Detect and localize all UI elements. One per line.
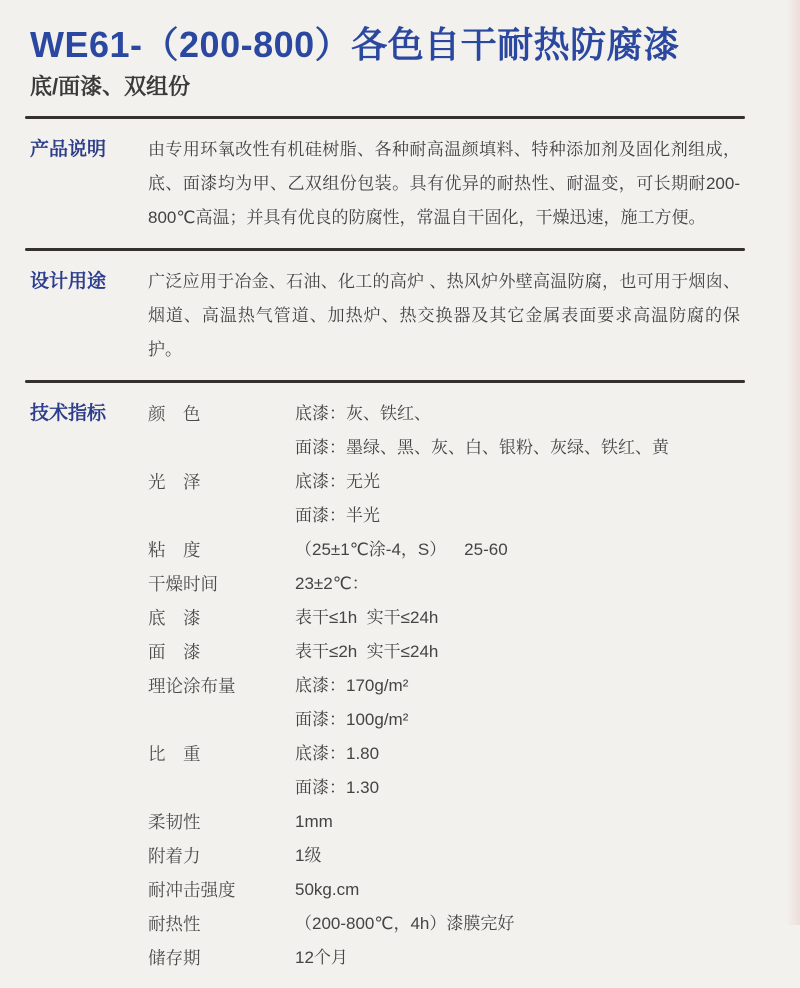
section-product-description: [30, 119, 746, 248]
section-label-design-use: 设计用途: [30, 271, 107, 292]
section-technical-specs: [30, 383, 746, 988]
spec-value: 23±2℃：: [295, 574, 369, 593]
spec-row-specific-gravity: [148, 737, 746, 805]
spec-row-topcoat-drying: [148, 635, 746, 669]
spec-name: 光 泽: [148, 472, 201, 492]
spec-value: 1级: [295, 846, 322, 865]
spec-name: 底 漆: [148, 608, 201, 628]
document-header: [30, 22, 746, 102]
spec-row-primer-drying: [148, 601, 746, 635]
spec-row-impact-strength: [148, 873, 746, 907]
design-use-text: 广泛应用于冶金、石油、化工的高炉 、热风炉外壁高温防腐，也可用于烟囱、烟道、高温热气管道、加热炉、热交换器及其它金属表面要求高温防腐的保护。: [148, 272, 740, 359]
product-description-text: 由专用环氧改性有机硅树脂、各种耐高温颜填料、特种添加剂及固化剂组成，底、面漆均为甲、乙双组份包装。具有优异的耐热性、耐温变，可长期耐200-800℃高温；并具有优良的防腐性，常温自干固化，干燥迅速，施工方便。: [148, 140, 740, 227]
page-subtitle: 底/面漆、双组份: [30, 74, 191, 99]
spec-value: 面漆：100g/m²: [295, 710, 409, 729]
spec-row-gloss: [148, 465, 746, 533]
spec-name: 面 漆: [148, 642, 201, 662]
spec-value: 1mm: [295, 812, 333, 831]
spec-name: 颜 色: [148, 404, 201, 424]
section-label-technical-specs: 技术指标: [30, 403, 107, 424]
spec-row-color: [148, 397, 746, 465]
spec-table: [148, 397, 746, 975]
section-design-use: [30, 251, 746, 380]
spec-value: 表干≤1h 实干≤24h: [295, 608, 439, 627]
spec-value: 底漆：1.80: [295, 744, 380, 763]
spec-row-flexibility: [148, 805, 746, 839]
spec-row-adhesion: [148, 839, 746, 873]
page-title: WE61-（200-800）各色自干耐热防腐漆: [30, 24, 680, 65]
spec-name: 理论涂布量: [148, 676, 236, 696]
spec-value: 底漆：灰、铁红、: [295, 404, 431, 423]
spec-name: 储存期: [148, 948, 201, 968]
spec-value: 表干≤2h 实干≤24h: [295, 642, 439, 661]
spec-name: 柔韧性: [148, 812, 201, 832]
spec-value: 面漆：墨绿、黑、灰、白、银粉、灰绿、铁红、黄: [295, 438, 669, 457]
spec-value: 12个月: [295, 948, 348, 967]
spec-value: 面漆：1.30: [295, 778, 380, 797]
spec-value: （25±1℃涂-4，S） 25-60: [295, 540, 508, 559]
spec-value: 50kg.cm: [295, 880, 360, 899]
spec-name: 耐冲击强度: [148, 880, 236, 900]
spec-value: 底漆：170g/m²: [295, 676, 409, 695]
spec-name: 比 重: [148, 744, 201, 764]
spec-name: 耐热性: [148, 914, 201, 934]
spec-value: 面漆：半光: [295, 506, 380, 525]
spec-value: （200-800℃，4h）漆膜完好: [295, 914, 515, 933]
spec-row-viscosity: [148, 533, 746, 567]
spec-name: 干燥时间: [148, 574, 218, 594]
spec-row-shelf-life: [148, 941, 746, 975]
spec-name: 粘 度: [148, 540, 201, 560]
section-label-product-description: 产品说明: [30, 139, 107, 160]
spec-value: 底漆：无光: [295, 472, 380, 491]
spec-row-coverage: [148, 669, 746, 737]
spec-row-heat-resistance: [148, 907, 746, 941]
spec-row-drying-time: [148, 567, 746, 601]
spec-name: 附着力: [148, 846, 201, 866]
